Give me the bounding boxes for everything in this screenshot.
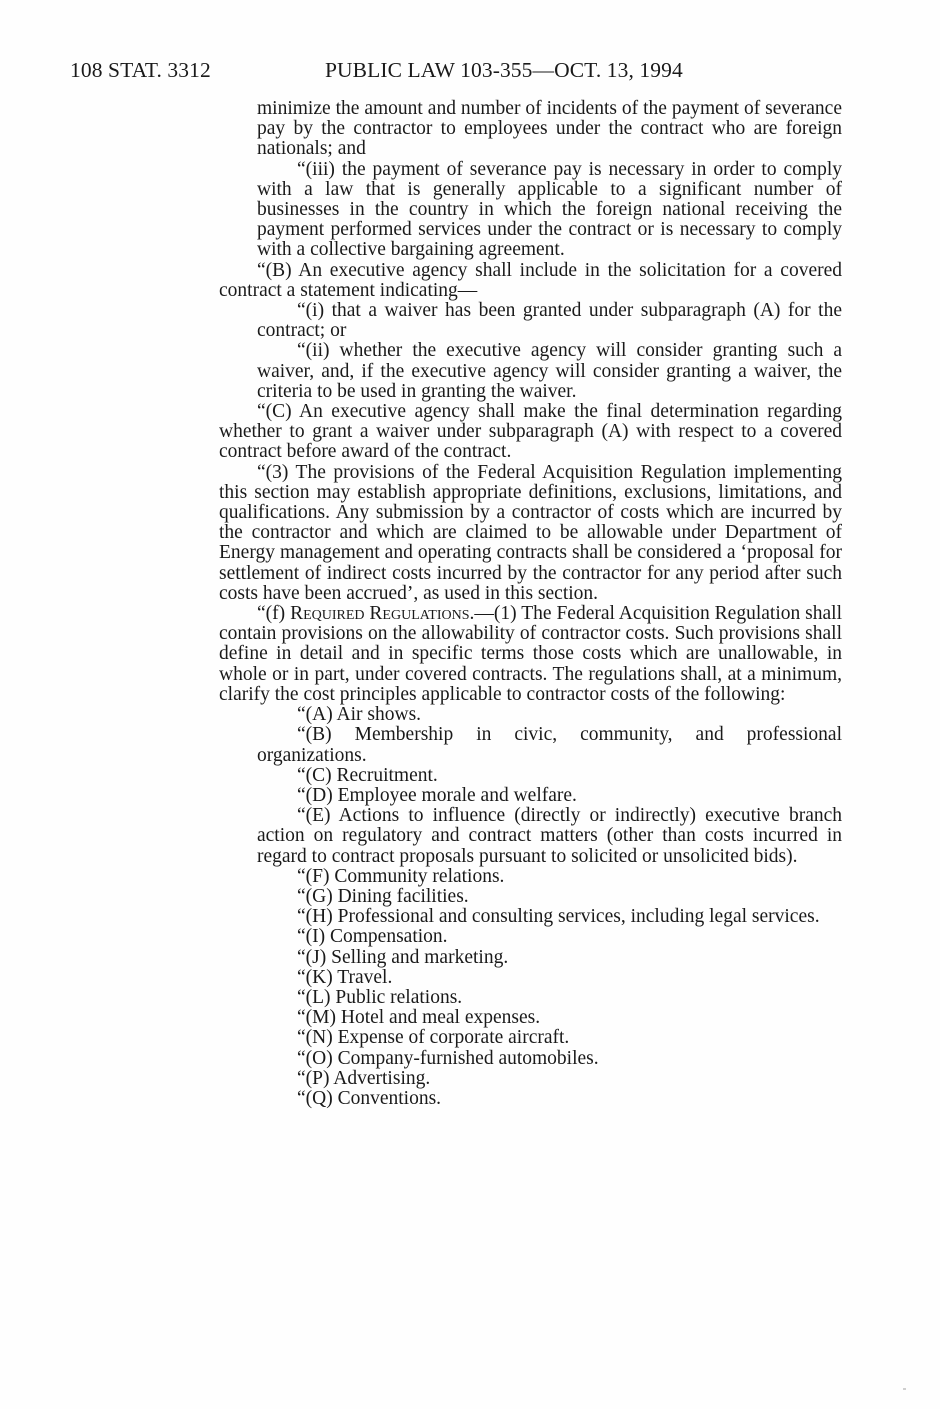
list-item: “(B) Membership in civic, community, and professional organizations. bbox=[257, 724, 842, 766]
page-body bbox=[219, 99, 842, 1109]
subparagraph-C: “(C) An executive agency shall make the final determination regarding whether to grant a waiver under subparagraph (A) with respect to a covered contract before award of the contract. bbox=[219, 401, 842, 463]
subsection-f-label: “(f) bbox=[257, 603, 291, 625]
cost-items-list bbox=[219, 705, 842, 1109]
list-item: “(L) Public relations. bbox=[297, 986, 463, 1008]
list-item: “(A) Air shows. bbox=[297, 704, 422, 726]
list-item: “(N) Expense of corporate aircraft. bbox=[297, 1027, 570, 1049]
list-item: “(C) Recruitment. bbox=[297, 764, 438, 786]
clause-B-ii: “(ii) whether the executive agency will consider granting such a waiver, and, if the executive agency will consider granting a waiver, the criteria to be used in granting the waiver. bbox=[257, 340, 842, 402]
list-item: “(I) Compensation. bbox=[297, 926, 448, 948]
subsection-f-text: —(1) The Federal Acquisition Regulation shall contain provisions on the allowability of contractor costs. Such provisions shall define in detail and in specific terms those costs which are unallowable, in whole or in part, under covered contracts. The regulations shall, at a minimum, clarify the cost principles applicable to contractor costs of the following: bbox=[219, 603, 842, 705]
list-item: “(E) Actions to influence (directly or indirectly) executive branch action on regulatory and contract matters (other than costs incurred in regard to contract proposals pursuant to solicited or unsolicited bids). bbox=[257, 805, 842, 867]
law-title: PUBLIC LAW 103-355—OCT. 13, 1994 bbox=[325, 58, 683, 82]
stat-citation: 108 STAT. 3312 bbox=[70, 58, 211, 82]
list-item: “(G) Dining facilities. bbox=[297, 885, 469, 907]
clause-iii: “(iii) the payment of severance pay is necessary in order to comply with a law that is generally applicable to a significant number of businesses in the country in which the foreign national receiving the payment performed services under the contract or is necessary to comply with a collective bargaining agreement. bbox=[257, 158, 842, 261]
subsection-f bbox=[219, 604, 842, 705]
list-item: “(P) Advertising. bbox=[297, 1067, 431, 1089]
paragraph-3: “(3) The provisions of the Federal Acquisition Regulation implementing this section may establish appropriate definitions, exclusions, limitations, and qualifications. Any submission by a contractor of costs which are incurred by the contractor and which are claimed to be allowable under Department of Energy management and operating contracts shall be considered a ‘proposal for settlement of indirect costs incurred by the contractor for any period after such costs have been accrued’, as used in this section. bbox=[219, 461, 842, 604]
list-item: “(H) Professional and consulting services, including legal services. bbox=[297, 906, 820, 928]
list-item: “(Q) Conventions. bbox=[297, 1087, 442, 1109]
scan-speck bbox=[903, 1388, 906, 1390]
list-item: “(K) Travel. bbox=[297, 966, 393, 988]
list-item: “(O) Company-furnished automobiles. bbox=[297, 1047, 599, 1069]
list-item: “(F) Community relations. bbox=[297, 865, 505, 887]
clause-ii-continuation: minimize the amount and number of incidents of the payment of severance pay by the contractor to employees under the contract who are foreign nationals; and bbox=[257, 98, 842, 160]
clause-B-i: “(i) that a waiver has been granted under subparagraph (A) for the contract; or bbox=[257, 300, 842, 342]
list-item: “(J) Selling and marketing. bbox=[297, 946, 509, 968]
subsection-f-heading: Required Regulations. bbox=[290, 603, 475, 625]
running-head bbox=[70, 58, 870, 88]
list-item: “(D) Employee morale and welfare. bbox=[297, 784, 577, 806]
subparagraph-B: “(B) An executive agency shall include in the solicitation for a covered contract a statement indicating— bbox=[219, 259, 842, 301]
list-item: “(M) Hotel and meal expenses. bbox=[297, 1007, 541, 1029]
